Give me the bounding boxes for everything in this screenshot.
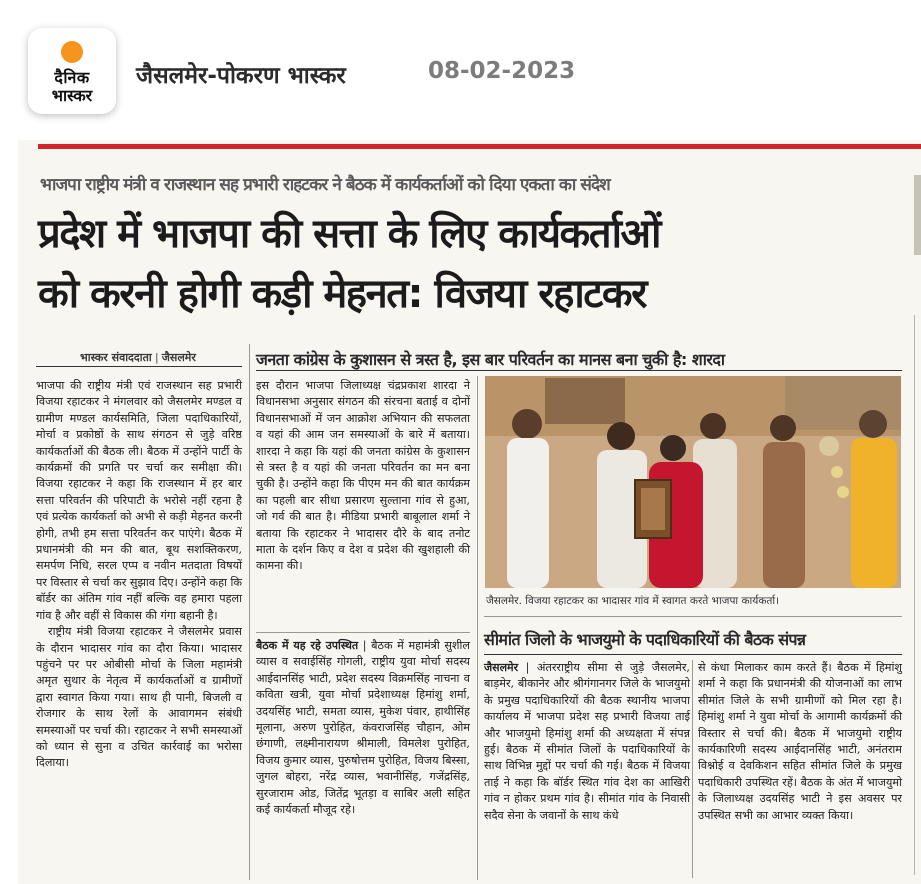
article-column-1	[36, 378, 242, 772]
attendees-label: बैठक में यह रहे उपस्थित	[256, 639, 359, 652]
app-header	[0, 0, 921, 140]
story2-column-rule	[692, 660, 693, 878]
logo-text-line1: दैनिक	[54, 68, 90, 87]
col2-divider	[256, 632, 470, 633]
photo-caption: जैसलमेर. विजया रहाटकर का भादासर गांव में स्वागत करते भाजपा कार्यकर्ता।	[486, 595, 780, 607]
byline-underline	[36, 366, 242, 367]
adjacent-article-edge	[914, 175, 921, 875]
story2-column-2	[698, 660, 902, 824]
byline-separator: |	[154, 351, 159, 364]
story2-text-1: अंतरराष्ट्रीय सीमा से जुड़े जैसलमेर, बाड़मेर, बीकानेर और श्रीगंगानगर जिले के भाजयुमो के प्रमुख पदाधिकारियों की बैठक स्थानीय भाजपा कार्यालय में भाजपा प्रदेश सह प्रभारी विजया ताई और भाजयुमो हिमांशु शर्मा की अध्यक्षता में संपन्न हुई। बैठक में सीमांत जिलों के पदाधिकारियों के साथ विभिन्न मुद्दों पर चर्चा की गई। बैठक में विजया ताई ने कहा कि बॉर्डर स्थित गांव देश का आखिरी गांव न होकर प्रथम गांव है। सीमांत गांव के निवासी सदैव सेना के जवानों के साथ कंधे	[484, 661, 690, 822]
byline-source: भास्कर संवाददाता	[80, 351, 152, 364]
byline-place: जैसलमेर	[161, 351, 196, 364]
logo-text-line2: भास्कर	[51, 86, 93, 105]
headline-line-1: प्रदेश में भाजपा की सत्ता के लिए कार्यकर्ताओं	[38, 211, 660, 257]
article-subhead: जनता कांग्रेस के कुशासन से त्रस्त है, इस बार परिवर्तन का मानस बना चुकी है: शारदा	[256, 350, 725, 369]
newspaper-page	[18, 140, 921, 884]
column-rule-1	[249, 344, 250, 880]
adjacent-headline-fragment	[914, 175, 921, 255]
article-photo	[485, 376, 901, 588]
headline-line-2: को करनी होगी कड़ी मेहनत: विजया रहाटकर	[38, 271, 646, 317]
story2-text-2: से कंधा मिलाकर काम करते हैं। बैठक में हिमांशु शर्मा ने कहा कि प्रधानमंत्री की योजनाओं का लाभ सीमांत जिले के सभी ग्रामीणों को मिल रहा है। हिमांशु शर्मा ने युवा मोर्चा के आगामी कार्यक्रमों की विस्तार से चर्चा की। बैठक में भाजयुमो राष्ट्रीय कार्यकारिणी सदस्य आईदानसिंह भाटी, अनंतराम विश्नोई व देवकिशन सहित सीमांत जिले के प्रमुख पदाधिकारी उपस्थित रहें। बैठक के अंत में भाजयुमो के जिलाध्यक्ष उदयसिंह भाटी ने इस अवसर पर उपस्थित सभी का आभार व्यक्त किया।	[698, 661, 902, 822]
red-top-rule	[38, 144, 921, 149]
article-column-2-attendees: बैठक में यह रहे उपस्थित | बैठक में महामंत्री सुशील व्यास व सवाईसिंह गोगली, राष्ट्रीय युवा मोर्चा सदस्य आईदानसिंह भाटी, प्रदेश सदस्य विक्रमसिंह नाचना व कविता खत्री, युवा मोर्चा प्रदेशाध्यक्ष हिमांशु शर्मा, उदयसिंह भाटी, समता व्यास, मुकेश पंवार, हाथीसिंह मूलाना, अरुण पुरोहित, कंवराजसिंह चौहान, ओम छंगाणी, लक्ष्मीनारायण श्रीमाली, विमलेश पुरोहित, विजय कुमार व्यास, पुरुषोत्तम पुरोहित, विजय बिस्सा, जुगल बोहरा, नरेंद्र व्यास, भवानीसिंह, गजेंद्रसिंह, सुरजाराम ओड, जितेंद्र भूतड़ा व साबिर अली सहित कई कार्यकर्ता मौजूद रहे।	[256, 639, 470, 817]
col1-paragraph-1: भाजपा की राष्ट्रीय मंत्री एवं राजस्थान सह प्रभारी विजया रहाटकर ने मंगलवार को जैसलमेर मण्डल व ग्रामीण मण्डल कार्यसमिति, जिला पदाधिकारियों, मोर्चा व प्रकोष्ठों के साथ संगठन से जुड़े वरिष्ठ कार्यकर्ताओं की बैठक ली। बैठक में उन्होंने पार्टी के कार्यक्रमों की प्रगति पर चर्चा कर समीक्षा की। विजया रहाटकर ने कहा कि राजस्थान में हर बार सत्ता परिवर्तन की परिपाटी के भरोसे नहीं रहना है एवं प्रत्येक कार्यकर्ता को अभी से कड़ी मेहनत करनी होगी, तभी हम सत्ता परिवर्तन कर पाएंगे। बैठक में प्रधानमंत्री की मन की बात, बूथ सशक्तिकरण, समर्पण निधि, सरल एप्प व नवीन मतदाता विषयों पर विस्तार से चर्चा कर सुझाव दिए। उन्होंने कहा कि बॉर्डर का अंतिम गांव नहीं बल्कि वह हमारा पहला गांव है और वहीं से विकास की गंगा बहानी है।	[36, 379, 242, 622]
article-kicker: भाजपा राष्ट्रीय मंत्री व राजस्थान सह प्रभारी राहटकर ने बैठक में कार्यकर्ताओं को दिया एकता का संदेश	[40, 175, 610, 195]
byline	[80, 350, 196, 365]
column-rule-2	[477, 376, 478, 880]
sun-icon	[61, 41, 83, 63]
story2-dateline: जैसलमेर	[484, 661, 519, 674]
edition-title: जैसलमेर-पोकरण भास्कर	[136, 63, 346, 89]
attendees-text: बैठक में महामंत्री सुशील व्यास व सवाईसिंह गोगली, राष्ट्रीय युवा मोर्चा सदस्य आईदानसिंह भाटी, प्रदेश सदस्य विक्रमसिंह नाचना व कविता खत्री, युवा मोर्चा प्रदेशाध्यक्ष हिमांशु शर्मा, उदयसिंह भाटी, समता व्यास, मुकेश पंवार, हाथीसिंह मूलाना, अरुण पुरोहित, कंवराजसिंह चौहान, ओम छंगाणी, लक्ष्मीनारायण श्रीमाली, विमलेश पुरोहित, विजय कुमार व्यास, पुरुषोत्तम पुरोहित, विजय बिस्सा, जुगल बोहरा, नरेंद्र व्यास, भवानीसिंह, गजेंद्रसिंह, सुरजाराम ओड, जितेंद्र भूतड़ा व साबिर अली सहित कई कार्यकर्ता मौजूद रहे।	[256, 639, 470, 817]
article-headline	[38, 204, 898, 324]
col1-paragraph-2: राष्ट्रीय मंत्री विजया रहाटकर ने जैसलमेर प्रवास के दौरान भादासर गांव का दौरा किया। भादासर पहुंचने पर पर ओबीसी मोर्चा के जिला महामंत्री अमृत सुथार के नेतृत्व में कार्यकर्ताओं व ग्रामीणों द्वारा स्वागत किया गया। साथ ही पानी, बिजली व रोजगार के साथ रेलों के आवागमन संबंधी समस्याओं पर चर्चा की। रहाटकर ने सभी समस्याओं को ध्यान से सुना व उचित कार्रवाई का भरोसा दिलाया।	[36, 625, 242, 770]
article-column-2	[256, 378, 470, 575]
adjacent-column-rule	[914, 315, 915, 875]
dainik-bhaskar-logo[interactable]	[28, 28, 116, 114]
story2-headline: सीमांत जिलो के भाजयुमो के पदाधिकारियों की बैठक संपन्न	[484, 630, 806, 649]
story2-column-1: जैसलमेर | अंतरराष्ट्रीय सीमा से जुड़े जैसलमेर, बाड़मेर, बीकानेर और श्रीगंगानगर जिले के भाजयुमो के प्रमुख पदाधिकारियों की बैठक स्थानीय भाजपा कार्यालय में भाजपा प्रदेश सह प्रभारी विजया ताई और भाजयुमो हिमांशु शर्मा की अध्यक्षता में संपन्न हुई। बैठक में सीमांत जिलों के पदाधिकारियों के साथ विभिन्न मुद्दों पर चर्चा की गई। बैठक में विजया ताई ने कहा कि बॉर्डर स्थित गांव देश का आखिरी गांव न होकर प्रथम गांव है। सीमांत गांव के निवासी सदैव सेना के जवानों के साथ कंधे	[484, 661, 690, 822]
story2-top-rule	[484, 616, 902, 617]
story2-underline	[484, 654, 902, 655]
col2-paragraph-1: इस दौरान भाजपा जिलाध्यक्ष चंद्रप्रकाश शारदा ने विधानसभा अनुसार संगठन की संरचना बताई व दोनों विधानसभाओं में जन आक्रोश अभियान की सफलता व यहां की आम जन समस्याओं के बारे में बताया। शारदा ने कहा कि यहां की जनता कांग्रेस के कुशासन से त्रस्त है व यहां की जनता परिवर्तन का मन बना चुकी है। उन्होंने कहा कि पीएम मन की बात कार्यक्रम का पहली बार सीधा प्रसारण सुल्ताना गांव से हुआ, जो गर्व की बात है। मीडिया प्रभारी बाबूलाल शर्मा ने बताया कि रहाटकर ने भादासर दौरे के बाद तनोट माता के दर्शन किए व देश व प्रदेश की खुशहाली की कामना की।	[256, 379, 470, 573]
edition-date: 08-02-2023	[428, 58, 576, 84]
subhead-underline	[256, 370, 902, 371]
